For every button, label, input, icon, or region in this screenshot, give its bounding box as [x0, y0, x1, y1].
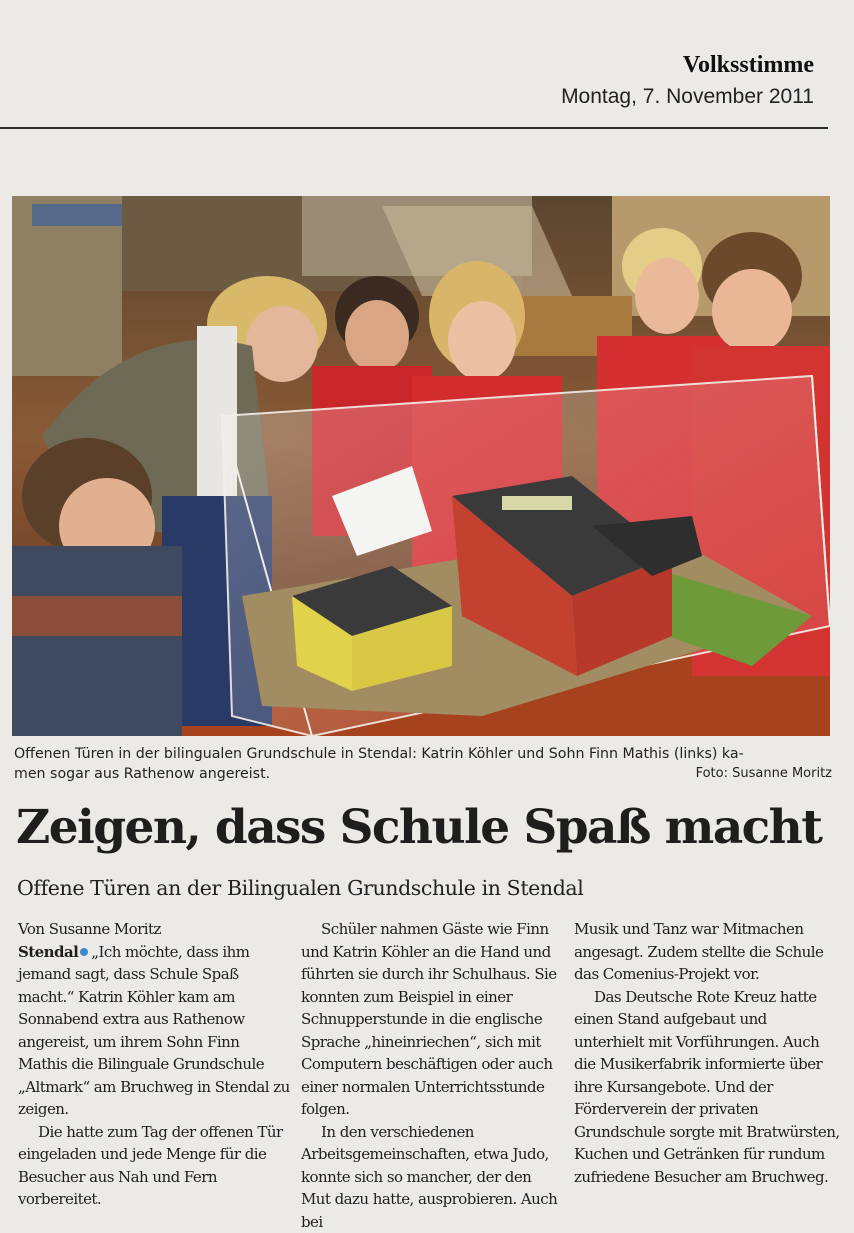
article-headline: Zeigen, dass Schule Spaß macht [16, 798, 836, 858]
article-text: „Ich möchte, dass ihm jemand sagt, dass Schule Spaß macht.“ Katrin Köhler kam am Sonnabend extra aus Rathenow angereist, um ihrem Sohn Finn Mathis die Bilinguale Grundschule „Altmark“ am Bruchweg in Stendal zu zeigen. [18, 943, 290, 1119]
article-paragraph: Das Deutsche Rote Kreuz hatte einen Stand aufgebaut und unterhielt mit Vorführungen. Auch die Musikerfabrik informierte über ihre Kursangebote. Und der Förderverein der privaten Grundschule sorgte mit Bratwürsten, Kuchen und Getränken für rundum zufriedene Besucher am Bruchweg. [574, 986, 840, 1189]
article-paragraph [18, 941, 292, 1121]
header-rule [0, 127, 828, 129]
article-paragraph: Musik und Tanz war Mitmachen angesagt. Zudem stellte die Schule das Comenius-Projekt vor. [574, 918, 840, 986]
article-column-2 [301, 918, 559, 1233]
caption-line-1: Offenen Türen in der bilingualen Grundschule in Stendal: Katrin Köhler und Sohn Finn Mathis (links) ka- [14, 744, 832, 764]
photo-caption [14, 744, 832, 784]
article-paragraph: In den verschiedenen Arbeitsgemeinschaften, etwa Judo, konnte sich so mancher, der den Mut dazu hatte, ausprobieren. Auch bei [301, 1121, 559, 1233]
photo-credit: Foto: Susanne Moritz [696, 764, 832, 784]
issue-date: Montag, 7. November 2011 [561, 85, 814, 109]
caption-line-2: men sogar aus Rathenow angereist. [14, 764, 832, 784]
photo-school-model-icon [12, 196, 830, 736]
article-paragraph: Schüler nahmen Gäste wie Finn und Katrin Köhler an die Hand und führten sie durch ihr Schulhaus. Sie konnten zum Beispiel in einer Schnupperstunde in die englische Sprache „hineinriechen“, sich mit Computern beschäftigen oder auch einer normalen Unterrichtsstunde folgen. [301, 918, 559, 1121]
dateline-dot-icon [80, 948, 88, 956]
article-paragraph: Die hatte zum Tag der offenen Tür eingeladen und jede Menge für die Besucher aus Nah und Fern vorbereitet. [18, 1121, 292, 1211]
masthead [561, 52, 814, 109]
dateline: Stendal [18, 943, 78, 961]
article-column-1 [18, 918, 292, 1211]
newspaper-name: Volksstimme [561, 52, 814, 79]
article-subheadline: Offene Türen an der Bilingualen Grundschule in Stendal [17, 876, 837, 900]
article-column-3 [574, 918, 840, 1188]
byline: Von Susanne Moritz [18, 918, 292, 941]
article-photo [12, 196, 830, 736]
